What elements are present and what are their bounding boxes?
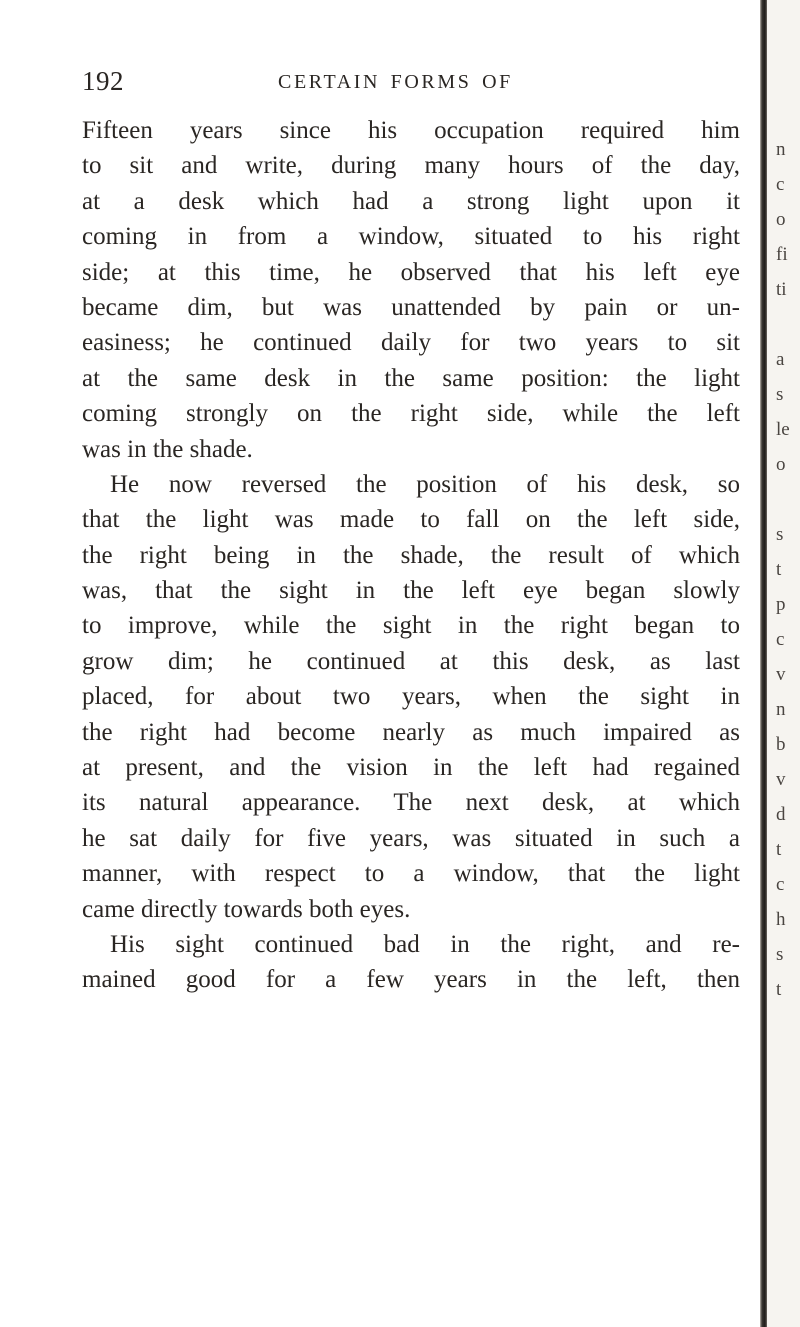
- facing-page-fragment: c: [776, 629, 785, 650]
- facing-page-fragment: p: [776, 594, 786, 615]
- text-line: he sat daily for five years, was situated in such a: [82, 824, 740, 852]
- facing-page-fragment: t: [776, 559, 782, 580]
- facing-page-fragment: o: [776, 209, 786, 230]
- text-line: its natural appearance. The next desk, at which: [82, 789, 740, 817]
- text-line: grow dim; he continued at this desk, as last: [82, 647, 740, 675]
- facing-page-edge: [767, 0, 800, 1327]
- text-line: was, that the sight in the left eye began slowly: [82, 577, 740, 605]
- text-line: at the same desk in the same position: the light: [82, 364, 740, 392]
- facing-page-fragment: a: [776, 349, 785, 370]
- text-line: that the light was made to fall on the left side,: [82, 506, 740, 534]
- text-line: the right being in the shade, the result of which: [82, 541, 740, 569]
- text-line: at present, and the vision in the left had regained: [82, 754, 740, 782]
- facing-page-fragment: v: [776, 664, 786, 685]
- text-line: was in the shade.: [82, 435, 253, 463]
- text-line: mained good for a few years in the left, then: [82, 966, 740, 994]
- running-head: CERTAIN FORMS OF: [278, 71, 513, 93]
- facing-page-fragment: n: [776, 699, 786, 720]
- gutter-rule: [760, 0, 767, 1327]
- text-line: His sight continued bad in the right, and re-: [110, 930, 740, 958]
- facing-page-fragment: v: [776, 769, 786, 790]
- text-line: came directly towards both eyes.: [82, 895, 411, 923]
- facing-page-fragment: t: [776, 839, 782, 860]
- facing-page-fragment: le: [776, 419, 790, 440]
- facing-page-fragment: t: [776, 979, 782, 1000]
- text-line: side; at this time, he observed that his left eye: [82, 258, 740, 286]
- facing-page-fragment: b: [776, 734, 786, 755]
- text-line: coming in from a window, situated to his right: [82, 223, 740, 251]
- facing-page-fragment: fi: [776, 244, 788, 265]
- text-line: coming strongly on the right side, while the left: [82, 400, 740, 428]
- text-line: the right had become nearly as much impaired as: [82, 718, 740, 746]
- text-line: manner, with respect to a window, that the light: [82, 860, 740, 888]
- text-line: He now reversed the position of his desk, so: [110, 470, 740, 498]
- text-line: became dim, but was unattended by pain or un-: [82, 293, 740, 321]
- text-line: to improve, while the sight in the right began to: [82, 612, 740, 640]
- facing-page-fragment: s: [776, 384, 784, 405]
- facing-page-fragment: c: [776, 874, 785, 895]
- text-line: placed, for about two years, when the sight in: [82, 683, 740, 711]
- body-text: [82, 113, 740, 998]
- facing-page-fragment: s: [776, 944, 784, 965]
- facing-page-fragment: o: [776, 454, 786, 475]
- text-line: Fifteen years since his occupation required him: [82, 117, 740, 144]
- facing-page-fragment: ti: [776, 279, 787, 300]
- page-number: 192: [82, 66, 124, 96]
- facing-page-fragment: c: [776, 174, 785, 195]
- facing-page-fragment: n: [776, 139, 786, 160]
- facing-page-fragment: d: [776, 804, 786, 825]
- text-line: easiness; he continued daily for two years to sit: [82, 329, 740, 357]
- text-line: to sit and write, during many hours of the day,: [82, 152, 740, 180]
- facing-page-fragment: h: [776, 909, 786, 930]
- facing-page-fragment: s: [776, 524, 784, 545]
- text-line: at a desk which had a strong light upon it: [82, 187, 740, 215]
